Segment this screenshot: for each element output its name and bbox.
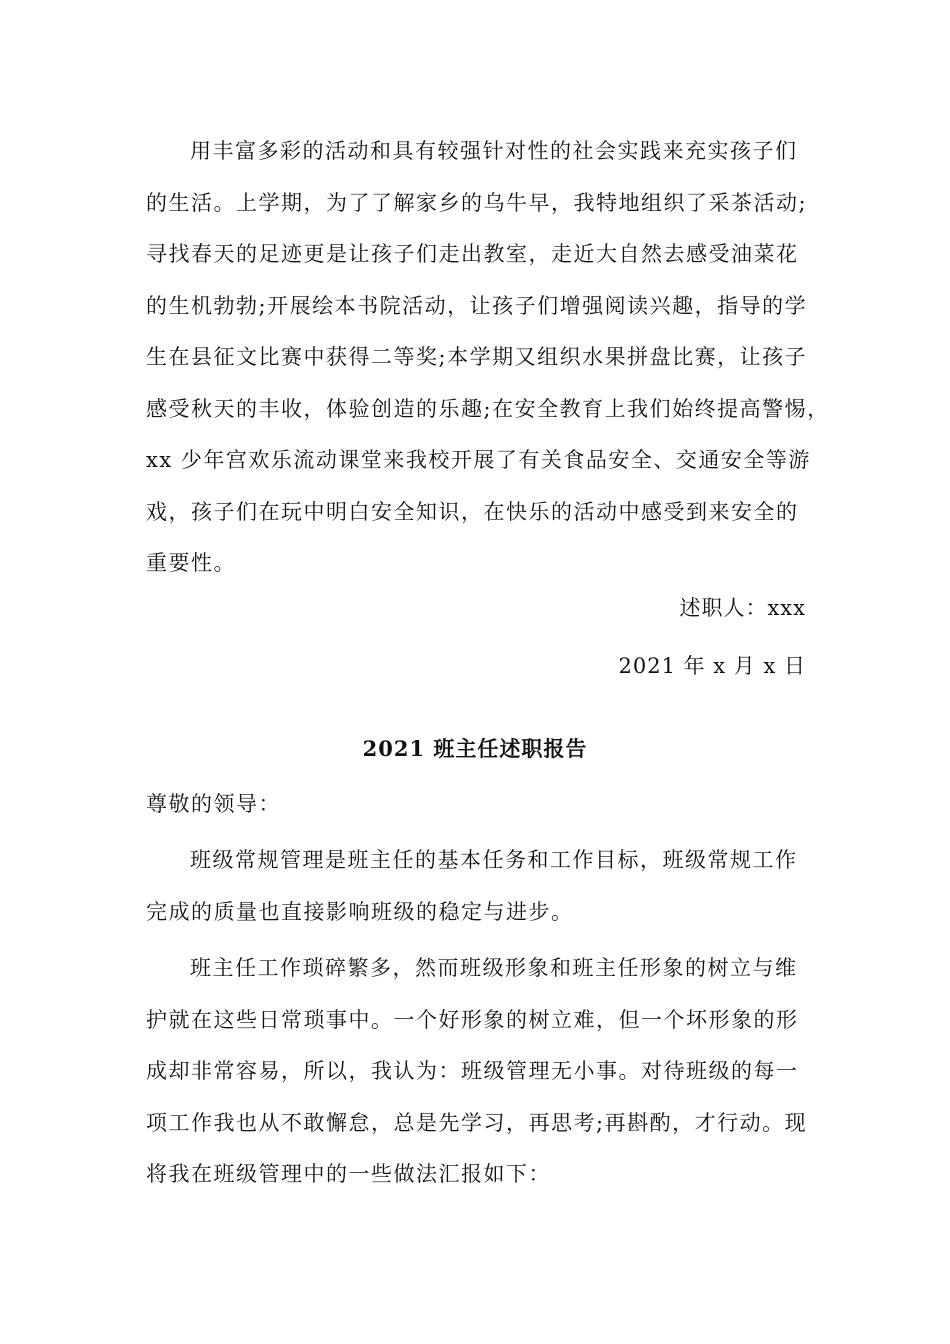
paragraph-line: 重要性。 [146, 551, 236, 575]
paragraph-line: 的生活。上学期，为了了解家乡的乌牛早，我特地组织了采茶活动; [146, 190, 808, 215]
paragraph-line: 寻找春天的足迹更是让孩子们走出教室，走近大自然去感受油菜花 [146, 242, 799, 266]
paragraph-line: 完成的质量也直接影响班级的稳定与进步。 [146, 899, 574, 924]
paragraph-routine-management [146, 835, 812, 938]
paragraph-line: 将我在班级管理中的一些做法汇报如下： [146, 1162, 551, 1186]
paragraph-line: 生在县征文比赛中获得二等奖;本学期又组织水果拼盘比赛，让孩子 [146, 345, 808, 369]
paragraph-line: 用丰富多彩的活动和具有较强针对性的社会实践来充实孩子们 [190, 139, 798, 163]
paragraph-class-image [146, 943, 812, 1201]
salutation-text: 尊敬的领导： [146, 792, 281, 816]
paragraph-line: xx 少年宫欢乐流动课堂来我校开展了有关食品安全、交通安全等游 [146, 448, 811, 472]
salutation [146, 779, 812, 831]
signature-date: 2021 年 x 月 x 日 [618, 654, 806, 678]
paragraph-line: 护就在这些日常琐事中。一个好形象的树立难，但一个坏形象的形 [146, 1007, 799, 1032]
paragraph-activities [146, 126, 830, 590]
paragraph-line: 感受秋天的丰收，体验创造的乐趣;在安全教育上我们始终提高警惕， [146, 396, 830, 421]
paragraph-line: 成却非常容易，所以，我认为：班级管理无小事。对待班级的每一 [146, 1059, 799, 1083]
paragraph-line: 班级常规管理是班主任的基本任务和工作目标，班级常规工作 [190, 848, 798, 872]
report-title: 2021 班主任述职报告 [362, 736, 588, 761]
signature-name: 述职人：xxx [679, 596, 806, 620]
paragraph-line: 的生机勃勃;开展绘本书院活动，让孩子们增强阅读兴趣，指导的学 [146, 293, 808, 318]
paragraph-line: 项工作我也从不敢懈怠，总是先学习，再思考;再斟酌，才行动。现 [146, 1110, 808, 1135]
paragraph-line: 班主任工作琐碎繁多，然而班级形象和班主任形象的树立与维 [190, 956, 798, 980]
paragraph-line: 戏，孩子们在玩中明白安全知识，在快乐的活动中感受到来安全的 [146, 499, 799, 524]
